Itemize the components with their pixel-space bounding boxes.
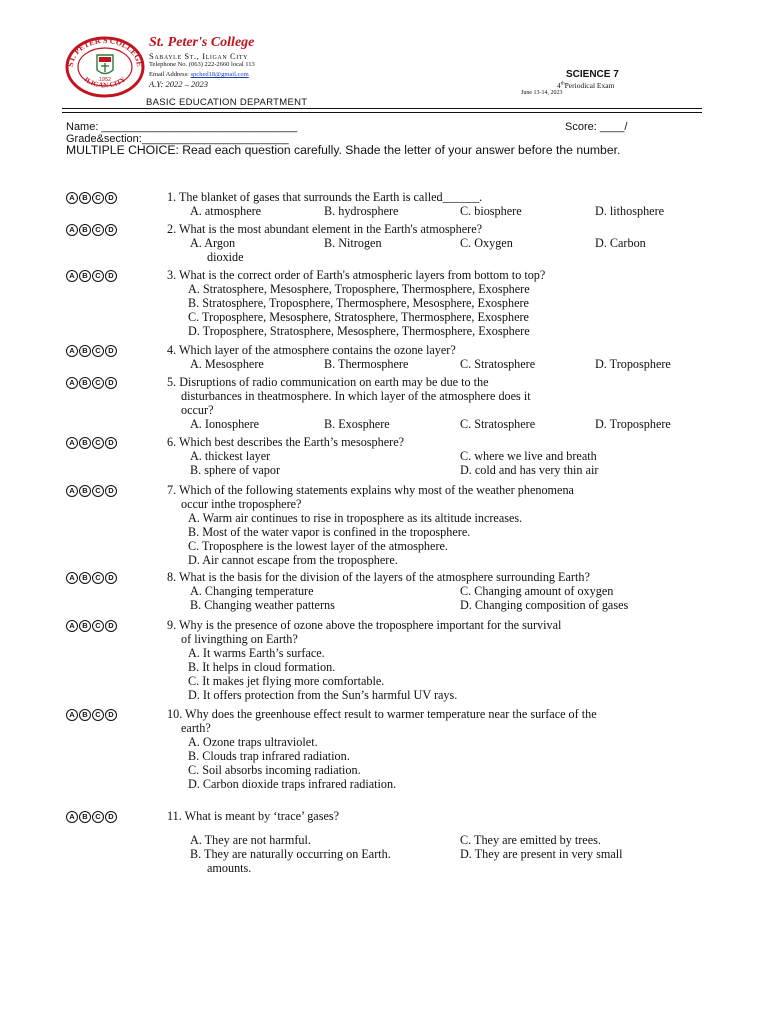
answer-option: A. thickest layer	[190, 449, 271, 463]
answer-bubbles	[66, 224, 117, 236]
answer-option: B. Thermosphere	[324, 357, 409, 371]
seal-text-top: ST. PETER'S COLLEGE	[65, 36, 145, 68]
answer-option: B. hydrosphere	[324, 204, 399, 218]
bubble-c[interactable]: C	[92, 377, 104, 389]
answer-option: B. Clouds trap infrared radiation.	[188, 749, 350, 763]
bubble-c[interactable]: C	[92, 620, 104, 632]
answer-option: A. Ozone traps ultraviolet.	[188, 735, 318, 749]
college-telephone: Telephone No. (063) 222-2660 local 113	[149, 61, 255, 68]
answer-option: A. Mesosphere	[190, 357, 264, 371]
bubble-a[interactable]: A	[66, 485, 78, 497]
bubble-b[interactable]: B	[79, 345, 91, 357]
exam-date: June 13-14, 2023	[521, 90, 563, 96]
answer-bubbles	[66, 709, 117, 721]
exam-num: 4	[557, 81, 561, 90]
answer-bubbles	[66, 192, 117, 204]
bubble-b[interactable]: B	[79, 437, 91, 449]
bubble-d[interactable]: D	[105, 811, 117, 823]
answer-option: A. Argon	[190, 236, 236, 250]
answer-bubbles	[66, 437, 117, 449]
email-label: Email Address:	[149, 71, 191, 78]
question-text: 6. Which best describes the Earth’s mesosphere?	[167, 435, 405, 449]
bubble-d[interactable]: D	[105, 437, 117, 449]
bubble-c[interactable]: C	[92, 811, 104, 823]
name-field[interactable]: Name: ________________________________	[66, 121, 298, 133]
answer-option: B. Most of the water vapor is confined in the troposphere.	[188, 525, 471, 539]
answer-option: A. atmosphere	[190, 204, 262, 218]
answer-option: C. Troposphere, Mesosphere, Stratosphere, Thermosphere, Exosphere	[188, 310, 529, 324]
bubble-a[interactable]: A	[66, 620, 78, 632]
college-seal	[64, 36, 146, 98]
bubble-a[interactable]: A	[66, 270, 78, 282]
bubble-c[interactable]: C	[92, 192, 104, 204]
answer-option: C. Troposphere is the lowest layer of the atmosphere.	[188, 539, 448, 553]
answer-bubbles	[66, 572, 117, 584]
bubble-d[interactable]: D	[105, 345, 117, 357]
subject-title: SCIENCE 7	[566, 69, 619, 80]
bubble-c[interactable]: C	[92, 270, 104, 282]
bubble-b[interactable]: B	[79, 192, 91, 204]
answer-option: B. It helps in cloud formation.	[188, 660, 336, 674]
bubble-c[interactable]: C	[92, 572, 104, 584]
answer-option: C. Soil absorbs incoming radiation.	[188, 763, 361, 777]
bubble-b[interactable]: B	[79, 620, 91, 632]
answer-option: A. They are not harmful.	[190, 833, 311, 847]
answer-option: D. Troposphere	[595, 417, 671, 431]
answer-option: C. Stratosphere	[460, 357, 536, 371]
question-text: occur inthe troposphere?	[181, 497, 302, 511]
answer-option: A. Warm air continues to rise in troposphere as its altitude increases.	[188, 511, 523, 525]
instructions: MULTIPLE CHOICE: Read each question carefully. Shade the letter of your answer before the number.	[66, 143, 621, 157]
answer-option: A. Changing temperature	[190, 584, 314, 598]
bubble-c[interactable]: C	[92, 485, 104, 497]
exam-rest: Periodical Exam	[564, 81, 615, 90]
seal-year: 1952	[98, 77, 112, 83]
academic-year: A.Y: 2022 – 2023	[149, 79, 208, 89]
bubble-a[interactable]: A	[66, 811, 78, 823]
bubble-a[interactable]: A	[66, 572, 78, 584]
answer-bubbles	[66, 485, 117, 497]
bubble-d[interactable]: D	[105, 192, 117, 204]
college-name: St. Peter's College	[149, 35, 255, 50]
bubble-a[interactable]: A	[66, 709, 78, 721]
answer-option: C. biosphere	[460, 204, 522, 218]
question-text: disturbances in theatmosphere. In which layer of the atmosphere does it	[181, 389, 531, 403]
department-title: BASIC EDUCATION DEPARTMENT	[146, 97, 308, 108]
bubble-a[interactable]: A	[66, 437, 78, 449]
college-email	[149, 71, 249, 78]
grade-section-field[interactable]: Grade&section:________________________	[66, 133, 289, 145]
answer-option: D. Troposphere, Stratosphere, Mesosphere, Thermosphere, Exosphere	[188, 324, 530, 338]
answer-option: D. Carbon dioxide traps infrared radiation.	[188, 777, 397, 791]
question-text: 1. The blanket of gases that surrounds the Earth is called______.	[167, 190, 483, 204]
answer-option: B. They are naturally occurring on Earth.	[190, 847, 391, 861]
answer-option: D. lithosphere	[595, 204, 665, 218]
answer-option: A. It warms Earth’s surface.	[188, 646, 325, 660]
answer-option: D. Carbon	[595, 236, 646, 250]
answer-option: B. Stratosphere, Troposphere, Thermosphere, Mesosphere, Exosphere	[188, 296, 529, 310]
question-text: 11. What is meant by ‘trace’ gases?	[167, 809, 340, 823]
bubble-a[interactable]: A	[66, 377, 78, 389]
answer-bubbles	[66, 811, 117, 823]
answer-option: C. where we live and breath	[460, 449, 597, 463]
exam-sup: th	[560, 81, 565, 87]
answer-option: B. Exosphere	[324, 417, 390, 431]
answer-option: C. Stratosphere	[460, 417, 536, 431]
bubble-a[interactable]: A	[66, 345, 78, 357]
answer-option: D. cold and has very thin air	[460, 463, 599, 477]
header-divider	[62, 108, 702, 109]
answer-bubbles	[66, 270, 117, 282]
answer-option: A. Ionosphere	[190, 417, 260, 431]
bubble-b[interactable]: B	[79, 270, 91, 282]
question-text: 2. What is the most abundant element in the Earth's atmosphere?	[167, 222, 483, 236]
answer-bubbles	[66, 620, 117, 632]
score-field[interactable]: Score: ____/	[565, 121, 628, 133]
bubble-a[interactable]: A	[66, 224, 78, 236]
bubble-c[interactable]: C	[92, 437, 104, 449]
answer-option: A. Stratosphere, Mesosphere, Troposphere, Thermosphere, Exosphere	[188, 282, 530, 296]
answer-option: B. Changing weather patterns	[190, 598, 335, 612]
bubble-b[interactable]: B	[79, 811, 91, 823]
answer-option: C. Oxygen	[460, 236, 513, 250]
bubble-b[interactable]: B	[79, 709, 91, 721]
bubble-d[interactable]: D	[105, 224, 117, 236]
bubble-d[interactable]: D	[105, 709, 117, 721]
answer-option: dioxide	[207, 250, 244, 264]
question-text: 7. Which of the following statements explains why most of the weather phenomena	[167, 483, 574, 497]
answer-option: C. It makes jet flying more comfortable.	[188, 674, 385, 688]
question-text: earth?	[181, 721, 211, 735]
bubble-c[interactable]: C	[92, 345, 104, 357]
bubble-c[interactable]: C	[92, 709, 104, 721]
question-text: of livingthing on Earth?	[181, 632, 298, 646]
question-text: 8. What is the basis for the division of the layers of the atmosphere surrounding Earth?	[167, 570, 590, 584]
bubble-b[interactable]: B	[79, 485, 91, 497]
answer-bubbles	[66, 345, 117, 357]
exam-title	[557, 81, 614, 90]
bubble-d[interactable]: D	[105, 572, 117, 584]
bubble-a[interactable]: A	[66, 192, 78, 204]
bubble-c[interactable]: C	[92, 224, 104, 236]
bubble-d[interactable]: D	[105, 270, 117, 282]
bubble-b[interactable]: B	[79, 377, 91, 389]
question-text: 3. What is the correct order of Earth's atmospheric layers from bottom to top?	[167, 268, 546, 282]
answer-option: C. Changing amount of oxygen	[460, 584, 614, 598]
answer-option: amounts.	[207, 861, 252, 875]
header-divider	[62, 112, 702, 113]
answer-option: B. Nitrogen	[324, 236, 382, 250]
bubble-b[interactable]: B	[79, 572, 91, 584]
question-text: occur?	[181, 403, 214, 417]
answer-option: D. Air cannot escape from the troposphere.	[188, 553, 398, 567]
answer-option: D. Troposphere	[595, 357, 671, 371]
email-link[interactable]: spched18@gmail.com	[190, 71, 249, 78]
question-text: 10. Why does the greenhouse effect result to warmer temperature near the surface of the	[167, 707, 597, 721]
question-text: 9. Why is the presence of ozone above the troposphere important for the survival	[167, 618, 562, 632]
bubble-d[interactable]: D	[105, 485, 117, 497]
bubble-d[interactable]: D	[105, 377, 117, 389]
answer-option: D. It offers protection from the Sun’s harmful UV rays.	[188, 688, 458, 702]
answer-option: B. sphere of vapor	[190, 463, 281, 477]
question-text: 5. Disruptions of radio communication on earth may be due to the	[167, 375, 489, 389]
bubble-b[interactable]: B	[79, 224, 91, 236]
question-text: 4. Which layer of the atmosphere contains the ozone layer?	[167, 343, 456, 357]
answer-option: D. They are present in very small	[460, 847, 623, 861]
answer-bubbles	[66, 377, 117, 389]
answer-option: C. They are emitted by trees.	[460, 833, 601, 847]
answer-option: D. Changing composition of gases	[460, 598, 629, 612]
seal-text-bottom: ILIGAN CITY	[82, 75, 128, 90]
bubble-d[interactable]: D	[105, 620, 117, 632]
college-address: Sabayle St., Iligan City	[149, 51, 249, 61]
